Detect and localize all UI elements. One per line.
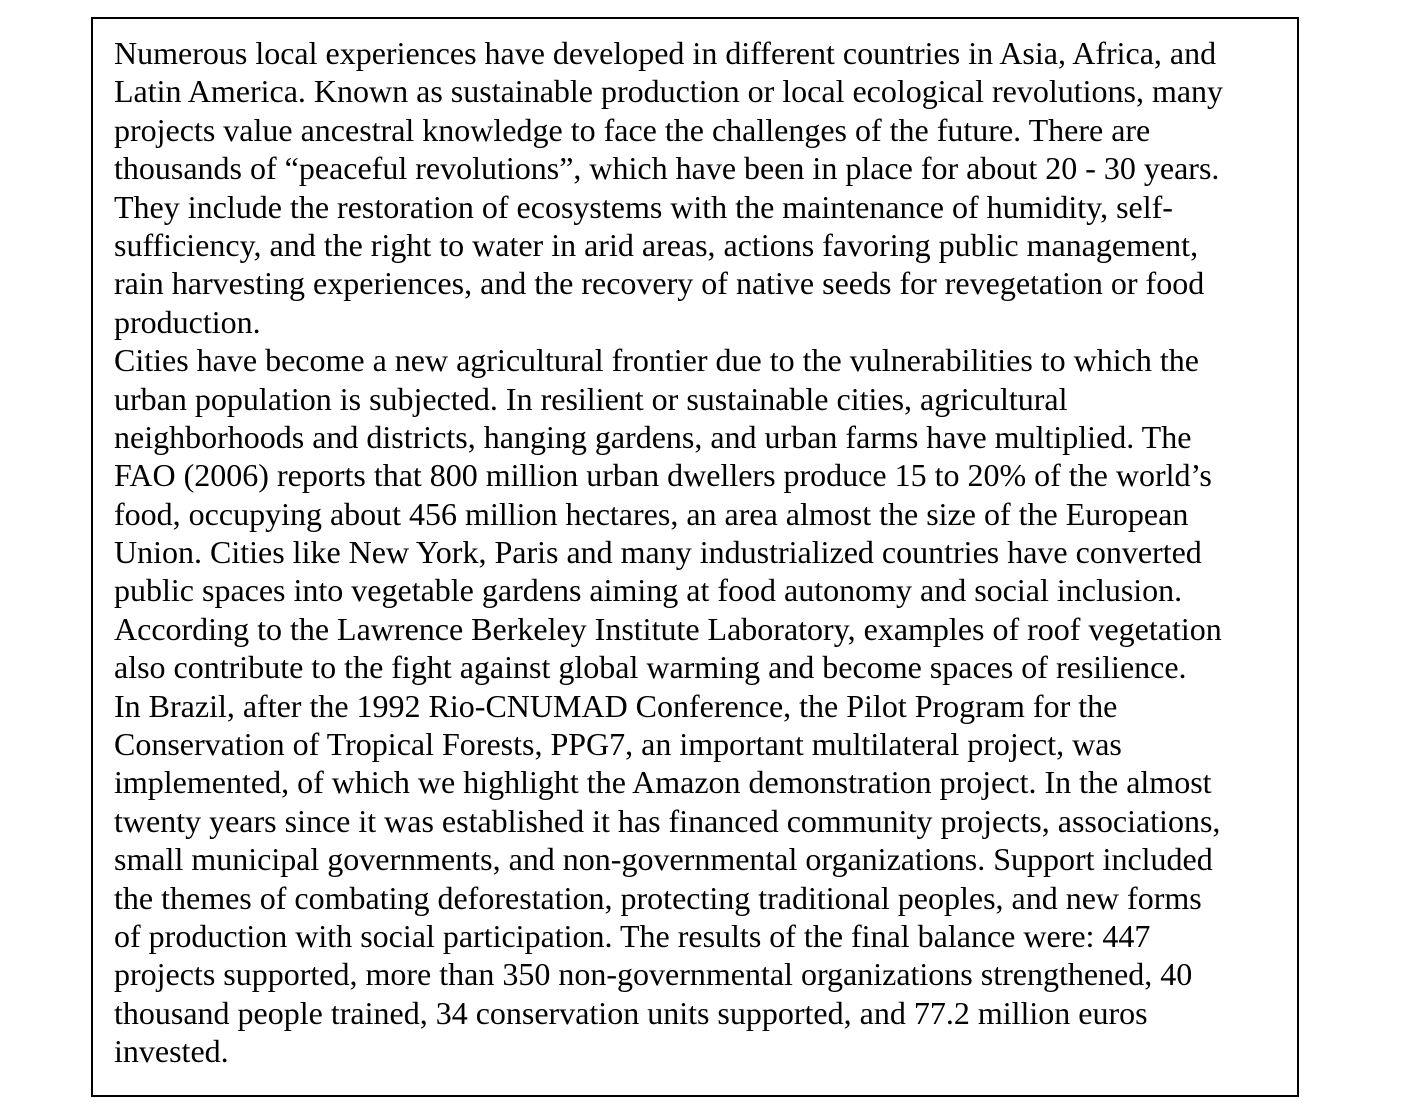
text-line: invested.	[114, 1033, 229, 1070]
text-line: projects value ancestral knowledge to face the challenges of the future. There are	[114, 111, 1151, 148]
text-line: Latin America. Known as sustainable production or local ecological revolutions, many	[114, 73, 1224, 110]
text-box	[91, 17, 1299, 1097]
text-line: production.	[114, 303, 261, 340]
text-line: thousands of “peaceful revolutions”, which have been in place for about 20 - 30 years.	[114, 150, 1220, 187]
text-line: projects supported, more than 350 non-governmental organizations strengthened, 40	[114, 956, 1193, 993]
text-line: of production with social participation. The results of the final balance were: 447	[114, 917, 1151, 954]
body-text	[114, 34, 1294, 1071]
text-line: neighborhoods and districts, hanging gardens, and urban farms have multiplied. The	[114, 418, 1192, 455]
text-line: Numerous local experiences have developed in different countries in Asia, Africa, and	[114, 35, 1217, 71]
text-line: Cities have become a new agricultural frontier due to the vulnerabilities to which the	[114, 342, 1199, 379]
text-line: In Brazil, after the 1992 Rio-CNUMAD Conference, the Pilot Program for the	[114, 687, 1118, 724]
text-line: urban population is subjected. In resilient or sustainable cities, agricultural	[114, 380, 1068, 417]
text-line: According to the Lawrence Berkeley Institute Laboratory, examples of roof vegetation	[114, 610, 1222, 647]
text-line: public spaces into vegetable gardens aiming at food autonomy and social inclusion.	[114, 572, 1183, 609]
text-line: thousand people trained, 34 conservation units supported, and 77.2 million euros	[114, 994, 1148, 1031]
text-line: small municipal governments, and non-governmental organizations. Support included	[114, 841, 1213, 878]
text-line: sufficiency, and the right to water in arid areas, actions favoring public management,	[114, 226, 1199, 263]
text-line: food, occupying about 456 million hectares, an area almost the size of the European	[114, 495, 1189, 532]
text-line: Conservation of Tropical Forests, PPG7, an important multilateral project, was	[114, 726, 1122, 763]
text-line: also contribute to the fight against global warming and become spaces of resilience.	[114, 649, 1187, 686]
text-line: Union. Cities like New York, Paris and many industrialized countries have converted	[114, 534, 1202, 571]
text-line: the themes of combating deforestation, protecting traditional peoples, and new forms	[114, 879, 1202, 916]
text-line: implemented, of which we highlight the Amazon demonstration project. In the almost	[114, 764, 1212, 801]
text-line: twenty years since it was established it has financed community projects, associations,	[114, 802, 1221, 839]
text-line: FAO (2006) reports that 800 million urban dwellers produce 15 to 20% of the world’s	[114, 457, 1212, 494]
text-line: rain harvesting experiences, and the recovery of native seeds for revegetation or food	[114, 265, 1205, 302]
text-line: They include the restoration of ecosystems with the maintenance of humidity, self-	[114, 188, 1173, 225]
